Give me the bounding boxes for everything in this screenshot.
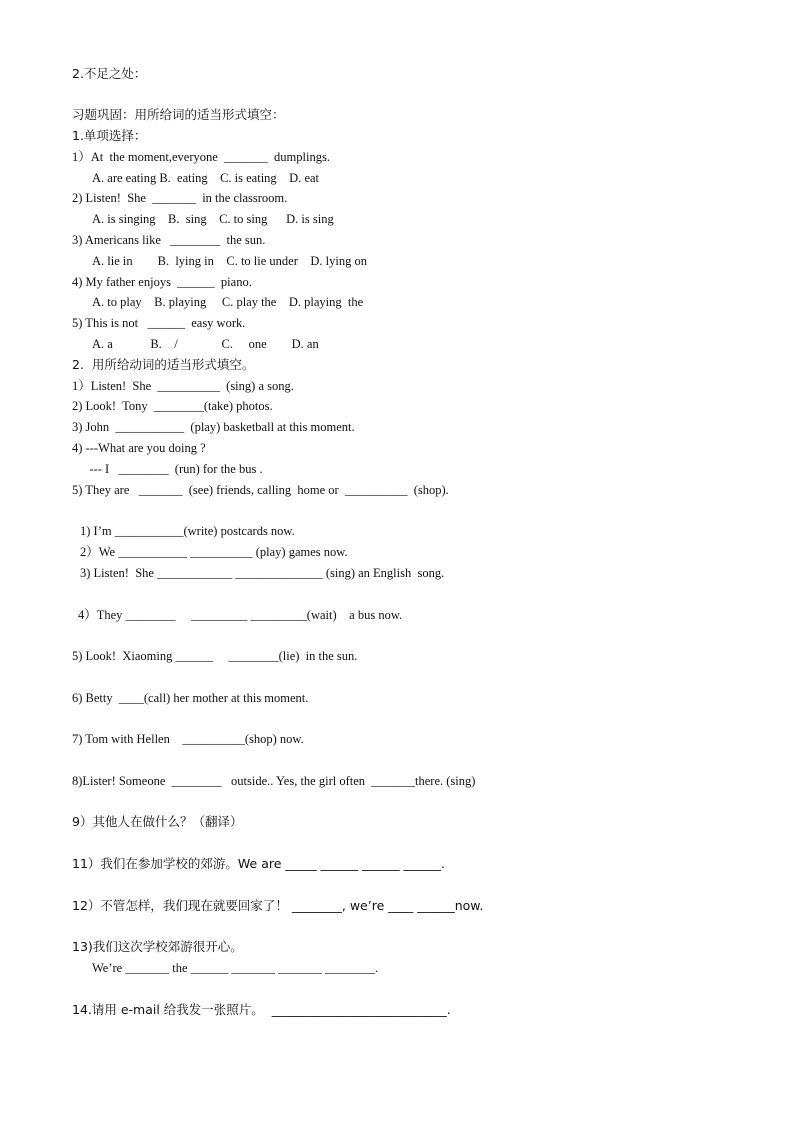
part3-question-12: 12）不管怎样，我们现在就要回家了！ ________, we’re ____ ______now. [72,898,484,913]
part3-question-13b: We’re _______ the ______ _______ _______ ________. [92,961,379,975]
part3-question-3: 3) Listen! She ____________ ______________ (sing) an English song. [80,566,445,580]
part3-question-13a: 13)我们这次学校郊游很开心。 [72,939,243,954]
part1-question-1: 1）At the moment,everyone _______ dumplings. [72,150,330,164]
part3-question-14: 14.请用 e-mail 给我发一张照片。 ____________________________. [72,1002,451,1017]
section-header: 2.不足之处： [72,66,147,81]
part1-question-1-options: A. are eating B. eating C. is eating D. eat [92,171,320,185]
part1-question-5-options: A. a B. / C. one D. an [92,337,319,351]
part3-question-11: 11）我们在参加学校的郊游。We are _____ ______ ______ ______. [72,856,446,871]
part1-question-2-options: A. is singing B. sing C. to sing D. is sing [92,212,334,226]
part2-title: 2. 用所给动词的适当形式填空。 [72,357,255,372]
part2-question-4a: 4) ---What are you doing ? [72,441,206,455]
part3-question-7: 7) Tom with Hellen __________(shop) now. [72,732,304,746]
part1-title: 1.单项选择： [72,128,147,143]
part3-question-6: 6) Betty ____(call) her mother at this moment. [72,691,309,705]
part2-question-4b: --- I ________ (run) for the bus . [80,462,263,476]
part3-question-8: 8)Lister! Someone ________ outside.. Yes, the girl often _______there. (sing) [72,774,476,788]
part1-question-5: 5) This is not ______ easy work. [72,316,246,330]
part1-question-2: 2) Listen! She _______ in the classroom. [72,191,288,205]
part2-question-1: 1）Listen! She __________ (sing) a song. [72,379,294,393]
part2-question-3: 3) John ___________ (play) basketball at this moment. [72,420,355,434]
part3-question-1: 1) I’m ___________(write) postcards now. [80,524,295,538]
part1-question-4: 4) My father enjoys ______ piano. [72,275,252,289]
part1-question-3-options: A. lie in B. lying in C. to lie under D. lying on [92,254,367,268]
part3-question-9: 9）其他人在做什么？（翻译） [72,814,243,829]
part2-question-5: 5) They are _______ (see) friends, calling home or __________ (shop). [72,483,449,497]
part3-question-2: 2）We ___________ __________ (play) games now. [80,545,348,559]
exercise-title: 习题巩固：用所给词的适当形式填空： [72,107,285,122]
part3-question-5: 5) Look! Xiaoming ______ ________(lie) in the sun. [72,649,358,663]
part2-question-2: 2) Look! Tony ________(take) photos. [72,399,273,413]
part3-question-4: 4）They ________ _________ _________(wait) a bus now. [78,608,403,622]
part1-question-4-options: A. to play B. playing C. play the D. playing the [92,295,364,309]
part1-question-3: 3) Americans like ________ the sun. [72,233,266,247]
